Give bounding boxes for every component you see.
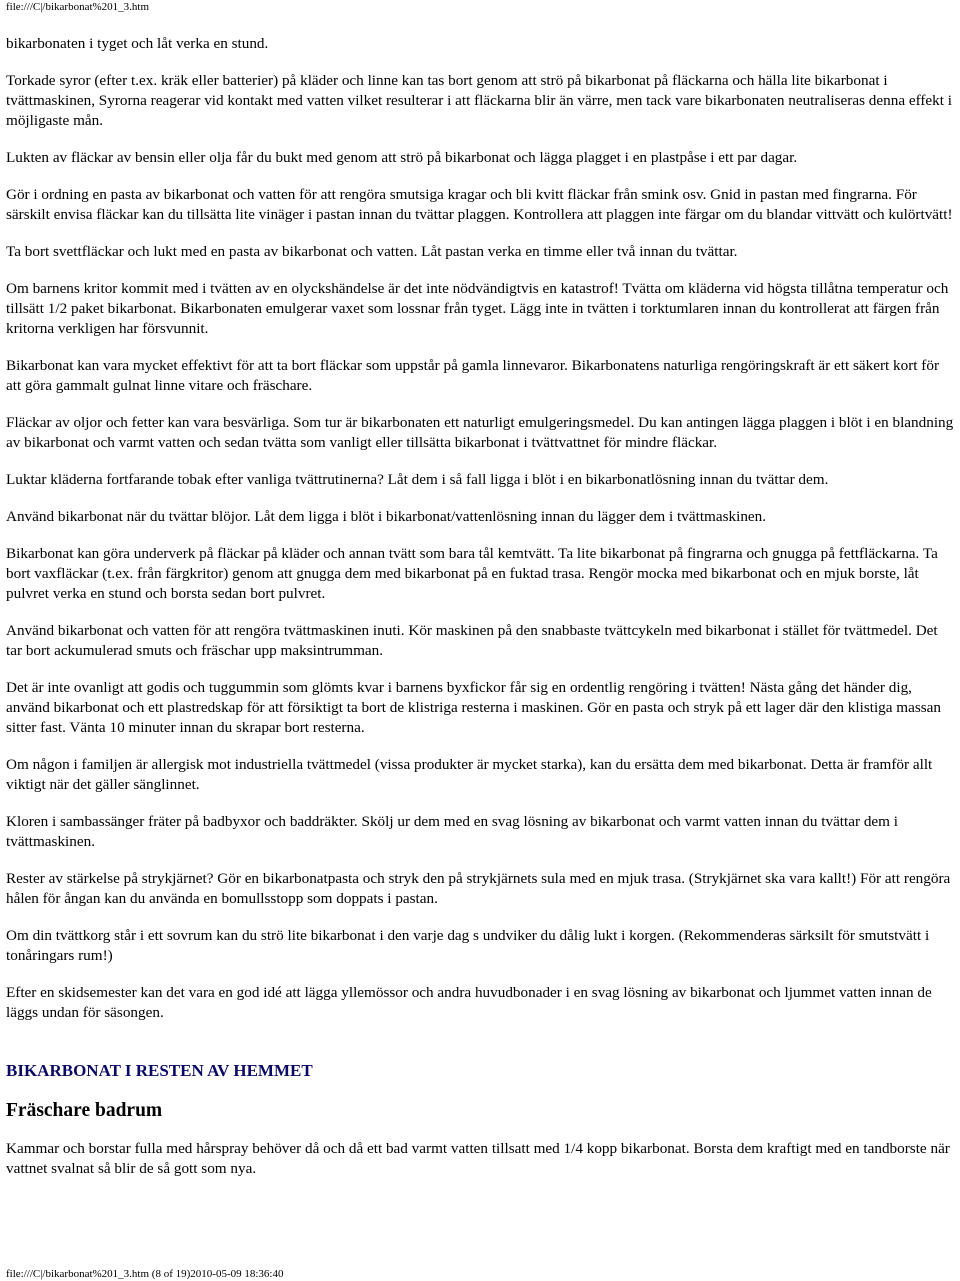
paragraph-5: Ta bort svettfläckar och lukt med en pasta av bikarbonat och vatten. Låt pastan verka en timme eller två innan du tvättar.	[6, 243, 738, 260]
section-paragraph: Kammar och borstar fulla med hårspray behöver då och då ett bad varmt vatten tillsatt med 1/4 kopp bikarbonat. Borsta dem kraftigt med en tandborste när vattnet svalnat så blir de så gott som nya.	[6, 1140, 950, 1177]
subheading: Fräschare badrum	[6, 1100, 163, 1121]
paragraph-7: Bikarbonat kan vara mycket effektivt för att ta bort fläckar som uppstår på gamla linnevaror. Bikarbonatens naturliga rengöringskraft är ett säkert kort för att göra gammalt gulnat linne vitare och fräschare.	[6, 357, 939, 394]
document-body	[6, 34, 956, 1196]
paragraph-8: Fläckar av oljor och fetter kan vara besvärliga. Som tur är bikarbonaten ett naturligt emulgeringsmedel. Du kan antingen lägga plaggen i blöt i en blandning av bikarbonat och varmt vatten och sedan tvätta som vanligt eller tillsätta bikarbonat i tvättvattnet för mindre fläckar.	[6, 414, 954, 451]
paragraph-10: Använd bikarbonat när du tvättar blöjor. Låt dem ligga i blöt i bikarbonat/vattenlösning innan du lägger dem i tvättmaskinen.	[6, 508, 767, 525]
paragraph-16: Rester av stärkelse på strykjärnet? Gör en bikarbonatpasta och stryk den på strykjärnets sula med en mjuk trasa. (Strykjärnet ska vara kallt!) För att rengöra hålen för ångan kan du använda en bomullsstopp som doppats i pastan.	[6, 870, 951, 907]
paragraph-2: Torkade syror (efter t.ex. kräk eller batterier) på kläder och linne kan tas bort genom att strö på bikarbonat på fläckarna och hälla lite bikarbonat i tvättmaskinen, Syrorna reagerar vid kontakt med vatten vilket resulterar i att fläckarna blir än värre, men tack vare bikarbonaten neutraliseras denna effekt i möjligaste mån.	[6, 72, 953, 129]
paragraph-1: bikarbonaten i tyget och låt verka en stund.	[6, 35, 269, 52]
paragraph-11: Bikarbonat kan göra underverk på fläckar på kläder och annan tvätt som bara tål kemtvätt. Ta lite bikarbonat på fingrarna och gnugga på fettfläckarna. Ta bort vaxfläckar (t.ex. från färgkritor) genom att gnugga dem med bikarbonat på en fuktad trasa. Rengör mocka med bikarbonat och en mjuk borste, låt pulvret verka en stund och borsta sedan bort pulvret.	[6, 545, 938, 602]
page-url-header: file:///C|/bikarbonat%201_3.htm	[6, 1, 150, 13]
paragraph-15: Kloren i sambassänger fräter på badbyxor och baddräkter. Skölj ur dem med en svag lösning av bikarbonat och varmt vatten innan du tvättar dem i tvättmaskinen.	[6, 813, 899, 850]
paragraph-17: Om din tvättkorg står i ett sovrum kan du strö lite bikarbonat i den varje dag s undviker du dålig lukt i korgen. (Rekommenderas särksilt för smutstvätt i tonåringars rum!)	[6, 927, 930, 964]
paragraph-3: Lukten av fläckar av bensin eller olja får du bukt med genom att strö på bikarbonat och lägga plagget i en plastpåse i ett par dagar.	[6, 149, 798, 166]
paragraph-12: Använd bikarbonat och vatten för att rengöra tvättmaskinen inuti. Kör maskinen på den snabbaste tvättcykeln med bikarbonat i stället för tvättmedel. Det tar bort ackumulerad smuts och fräschar upp maksintrumman.	[6, 622, 938, 659]
paragraph-18: Efter en skidsemester kan det vara en god idé att lägga yllemössor och andra huvudbonader i en svag lösning av bikarbonat och ljummet vatten innan de läggs undan för säsongen.	[6, 984, 932, 1021]
paragraph-14: Om någon i familjen är allergisk mot industriella tvättmedel (vissa produkter är mycket starka), kan du ersätta dem med bikarbonat. Detta är framför allt viktigt när det gäller sänglinnet.	[6, 756, 933, 793]
paragraph-9: Luktar kläderna fortfarande tobak efter vanliga tvättrutinerna? Låt dem i så fall ligga i blöt i en bikarbonatlösning innan du tvättar dem.	[6, 471, 829, 488]
paragraph-6: Om barnens kritor kommit med i tvätten av en olyckshändelse är det inte nödvändigtvis en katastrof! Tvätta om kläderna vid högsta tillåtna temperatur och tillsätt 1/2 paket bikarbonat. Bikarbonaten emulgerar vaxet som lossnar från tyget. Lägg inte in tvätten i torktumlaren innan du kontrollerat att färgen från kritorna verkligen har försvunnit.	[6, 280, 949, 337]
paragraph-13: Det är inte ovanligt att godis och tuggummin som glömts kvar i barnens byxfickor får sig en ordentlig rengöring i tvätten! Nästa gång det händer dig, använd bikarbonat och ett plastredskap för att försiktigt ta bort de klistriga resterna i maskinen. Gör en pasta och stryk på ett lager där den klistiga massan sitter fast. Vänta 10 minuter innan du skrapar bort resterna.	[6, 679, 942, 736]
paragraph-4: Gör i ordning en pasta av bikarbonat och vatten för att rengöra smutsiga kragar och bli kvitt fläckar från smink osv. Gnid in pastan med fingrarna. För särskilt envisa fläckar kan du tillsätta lite vinäger i pastan innan du tvättar plaggen. Kontrollera att plaggen inte färgar om du blandar vittvätt och kulörtvätt!	[6, 186, 953, 223]
page-url-footer: file:///C|/bikarbonat%201_3.htm (8 of 19)2010-05-09 18:36:40	[6, 1268, 284, 1280]
section-heading: BIKARBONAT I RESTEN AV HEMMET	[6, 1061, 313, 1080]
